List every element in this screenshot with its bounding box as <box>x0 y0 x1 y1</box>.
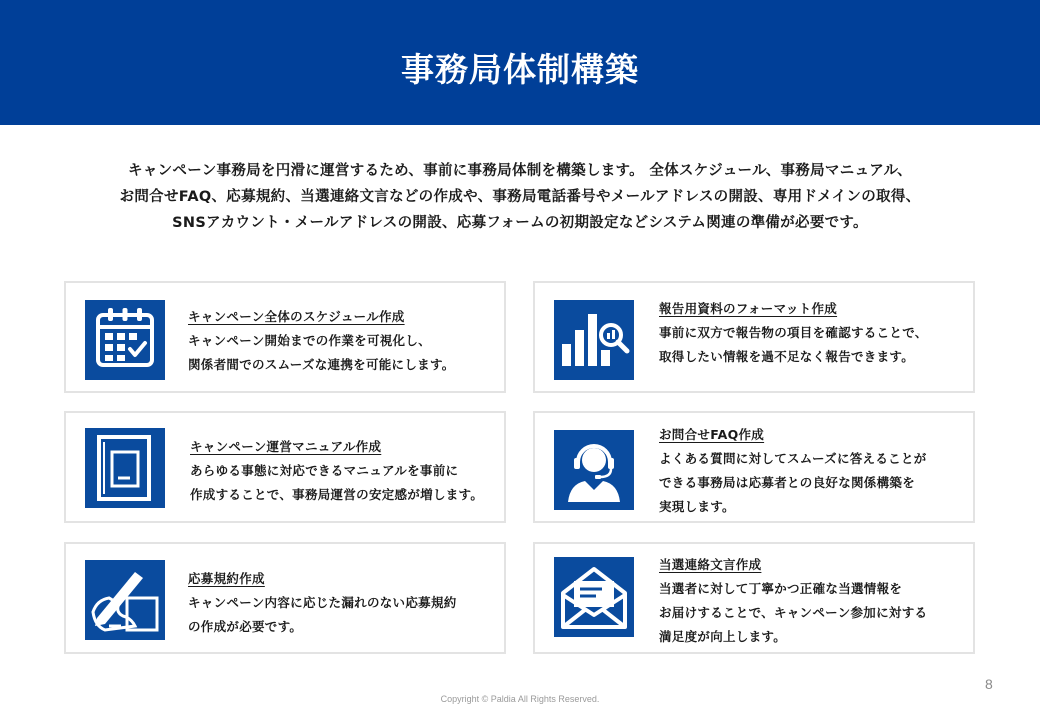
card-operation-manual <box>64 411 506 523</box>
card-description-line: お届けすることで、キャンペーン参加に対する <box>659 605 928 620</box>
intro-paragraph <box>0 158 1040 236</box>
mail-envelope-icon <box>554 557 634 637</box>
intro-line: SNSアカウント・メールアドレスの開設、応募フォームの初期設定などシステム関連の準備が必要です。 <box>172 215 868 231</box>
report-chart-icon <box>554 300 634 380</box>
intro-line: キャンペーン事務局を円滑に運営するため、事前に事務局体制を構築します。 全体スケジュール、事務局マニュアル、 <box>128 163 912 179</box>
card-description-line: よくある質問に対してスムーズに答えることが <box>659 451 927 466</box>
page-title: 事務局体制構築 <box>401 50 639 89</box>
card-title: 応募規約作成 <box>188 571 265 586</box>
card-title: お問合せFAQ作成 <box>659 427 765 442</box>
card-title: 当選連絡文言作成 <box>659 557 762 572</box>
card-description-line: キャンペーン内容に応じた漏れのない応募規約 <box>188 595 457 610</box>
card-description-line: 作成することで、事務局運営の安定感が増します。 <box>190 487 484 502</box>
card-description-line: キャンペーン開始までの作業を可視化し、 <box>188 333 431 348</box>
writing-hand-icon <box>85 560 165 640</box>
card-description-line: の作成が必要です。 <box>188 619 303 634</box>
card-title: キャンペーン全体のスケジュール作成 <box>188 309 405 324</box>
headset-operator-icon <box>554 430 634 510</box>
card-schedule <box>64 281 506 393</box>
page-number: 8 <box>985 676 993 692</box>
card-description-line: できる事務局は応募者との良好な関係構築を <box>659 475 916 490</box>
card-title: キャンペーン運営マニュアル作成 <box>190 439 382 454</box>
card-description-line: 当選者に対して丁寧かつ正確な当選情報を <box>659 581 903 596</box>
card-title: 報告用資料のフォーマット作成 <box>659 301 838 316</box>
card-description-line: 満足度が向上します。 <box>659 629 787 644</box>
copyright-notice: Copyright © Paldia All Rights Reserved. <box>440 694 600 704</box>
card-description-line: あらゆる事態に対応できるマニュアルを事前に <box>190 463 459 478</box>
card-description-line: 取得したい情報を過不足なく報告できます。 <box>659 349 915 364</box>
card-application-terms <box>64 542 506 654</box>
card-description-line: 実現します。 <box>659 499 735 514</box>
manual-book-icon <box>85 428 165 508</box>
card-report-format <box>533 281 975 393</box>
card-description-line: 事前に双方で報告物の項目を確認することで、 <box>659 325 928 340</box>
card-faq <box>533 411 975 523</box>
card-description-line: 関係者間でのスムーズな連携を可能にします。 <box>188 357 455 372</box>
card-winner-notification <box>533 542 975 654</box>
calendar-icon <box>85 300 165 380</box>
intro-line: お問合せFAQ、応募規約、当選連絡文言などの作成や、事務局電話番号やメールアドレスの開設、専用ドメインの取得、 <box>119 189 921 205</box>
